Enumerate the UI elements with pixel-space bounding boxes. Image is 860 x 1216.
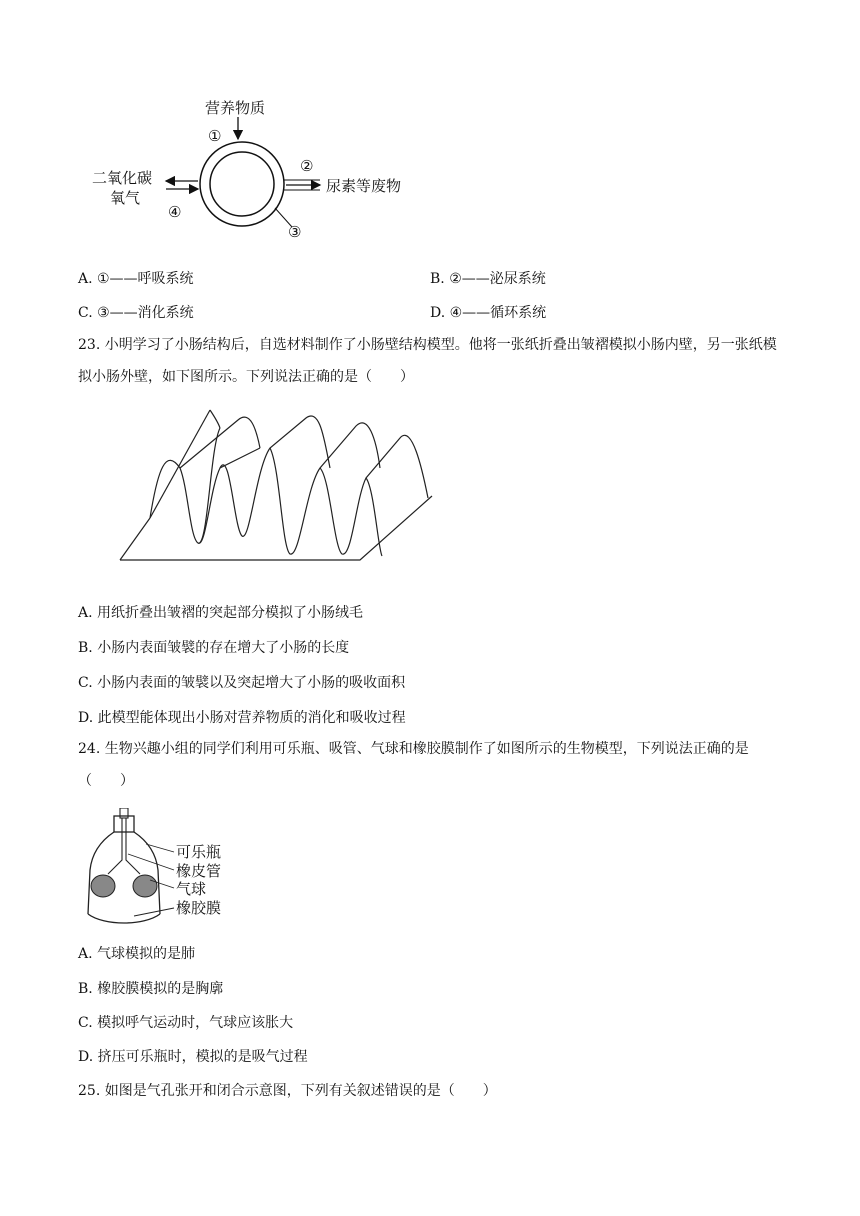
marker-3: ③ bbox=[288, 223, 302, 241]
q23-option-d[interactable]: D. 此模型能体现出小肠对营养物质的消化和吸收过程 bbox=[78, 710, 406, 726]
marker-4: ④ bbox=[168, 203, 182, 221]
q22-option-b[interactable]: B. ②——泌尿系统 bbox=[430, 271, 546, 287]
marker-1: ① bbox=[208, 127, 222, 145]
label-urea: 尿素等废物 bbox=[326, 177, 402, 195]
q22-option-d[interactable]: D. ④——循环系统 bbox=[430, 305, 547, 321]
q23-option-a[interactable]: A. 用纸折叠出皱褶的突起部分模拟了小肠绒毛 bbox=[78, 605, 364, 621]
q24-lung-model-diagram bbox=[84, 808, 244, 926]
q25-stem: 25. 如图是气孔张开和闭合示意图，下列有关叙述错误的是（ ） bbox=[78, 1083, 497, 1099]
label-nutrients: 营养物质 bbox=[205, 99, 266, 117]
balloon-left bbox=[91, 875, 115, 897]
outer-ring bbox=[200, 142, 284, 226]
label-membrane: 橡胶膜 bbox=[176, 899, 222, 917]
q23-stem: 23. 小明学习了小肠结构后，自选材料制作了小肠壁结构模型。他将一张纸折叠出皱褶模拟小肠内壁，另一张纸模拟小肠外壁，如下图所示。下列说法正确的是（ ） bbox=[78, 337, 777, 385]
marker-2: ② bbox=[300, 157, 314, 175]
balloon-right bbox=[133, 875, 157, 897]
label-balloon: 气球 bbox=[176, 880, 207, 898]
label-co2: 二氧化碳 bbox=[92, 169, 153, 187]
q23-option-c[interactable]: C. 小肠内表面的皱襞以及突起增大了小肠的吸收面积 bbox=[78, 675, 406, 691]
q22-option-a[interactable]: A. ①——呼吸系统 bbox=[78, 271, 194, 287]
q23-intestine-wall-model bbox=[110, 408, 440, 568]
q24-option-d[interactable]: D. 挤压可乐瓶时，模拟的是吸气过程 bbox=[78, 1049, 308, 1065]
q22-option-c[interactable]: C. ③——消化系统 bbox=[78, 305, 194, 321]
label-bottle: 可乐瓶 bbox=[176, 843, 222, 861]
q24-option-a[interactable]: A. 气球模拟的是肺 bbox=[78, 946, 196, 962]
label-tube: 橡皮管 bbox=[176, 862, 222, 880]
q24-option-c[interactable]: C. 模拟呼气运动时，气球应该胀大 bbox=[78, 1015, 294, 1031]
q24-stem: 24. 生物兴趣小组的同学们利用可乐瓶、吸管、气球和橡胶膜制作了如图所示的生物模型，下列说法正确的是（ ） bbox=[78, 741, 749, 789]
q22-circulation-diagram bbox=[80, 95, 440, 245]
q23-option-b[interactable]: B. 小肠内表面皱襞的存在增大了小肠的长度 bbox=[78, 640, 350, 656]
q24-option-b[interactable]: B. 橡胶膜模拟的是胸廓 bbox=[78, 981, 224, 997]
label-o2: 氧气 bbox=[110, 189, 141, 207]
inner-ring bbox=[210, 152, 274, 216]
